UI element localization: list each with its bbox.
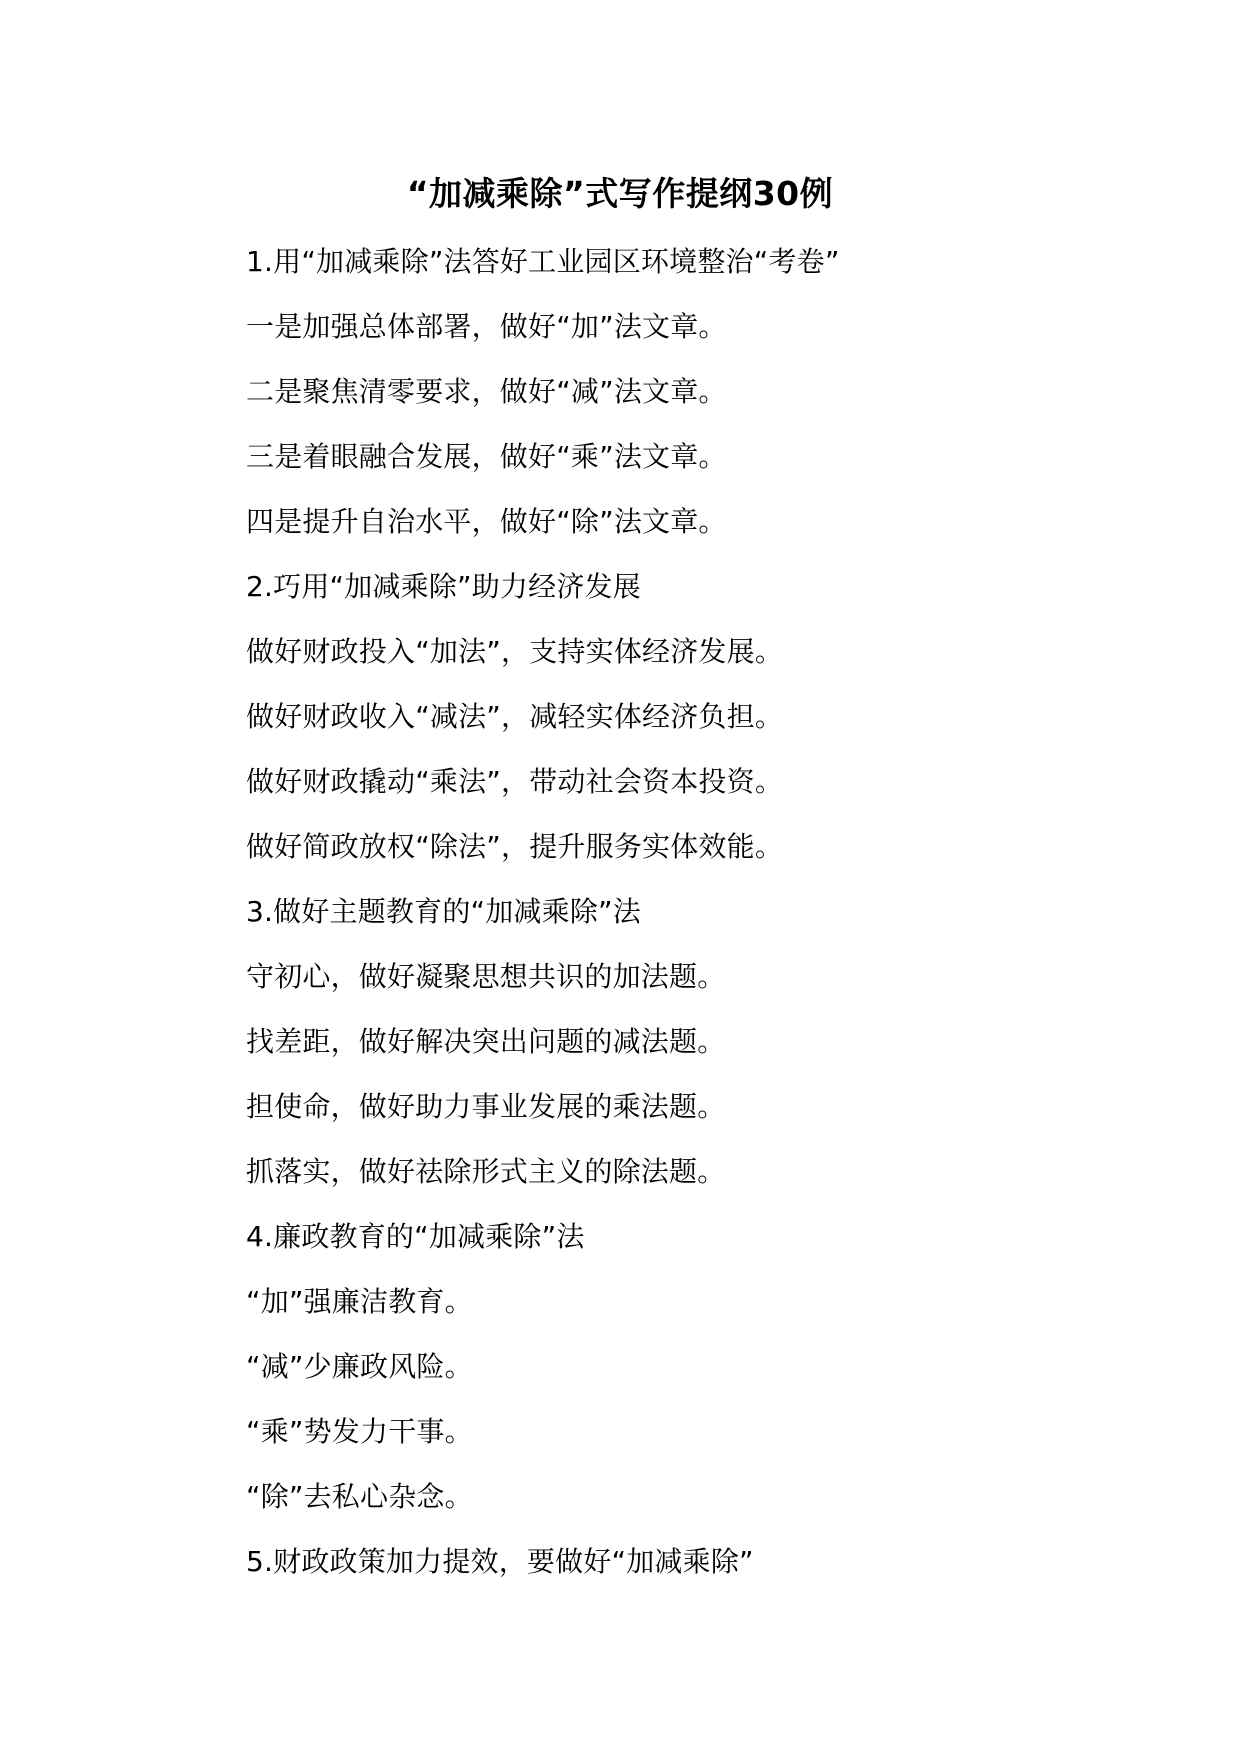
outline-point: 三是着眼融合发展，做好“乘”法文章。 <box>246 440 727 473</box>
outline-point: “减”少廉政风险。 <box>246 1350 473 1383</box>
outline-heading-1: 1.用“加减乘除”法答好工业园区环境整治“考卷” <box>246 245 840 278</box>
outline-heading-3: 3.做好主题教育的“加减乘除”法 <box>246 895 641 928</box>
outline-point: 一是加强总体部署，做好“加”法文章。 <box>246 310 727 343</box>
outline-point: 守初心，做好凝聚思想共识的加法题。 <box>246 960 726 993</box>
outline-point: 抓落实，做好祛除形式主义的除法题。 <box>246 1155 726 1188</box>
outline-point: 做好财政投入“加法”，支持实体经济发展。 <box>246 635 784 668</box>
outline-point: “加”强廉洁教育。 <box>246 1285 473 1318</box>
outline-heading-2: 2.巧用“加减乘除”助力经济发展 <box>246 570 641 603</box>
outline-point: 做好财政撬动“乘法”，带动社会资本投资。 <box>246 765 784 798</box>
outline-point: 担使命，做好助力事业发展的乘法题。 <box>246 1090 726 1123</box>
document-body <box>246 240 1206 1605</box>
outline-point: 四是提升自治水平，做好“除”法文章。 <box>246 505 727 538</box>
outline-point: 做好简政放权“除法”，提升服务实体效能。 <box>246 830 784 863</box>
outline-point: 找差距，做好解决突出问题的减法题。 <box>246 1025 726 1058</box>
outline-point: “除”去私心杂念。 <box>246 1480 473 1513</box>
document-title: “加减乘除”式写作提纲30例 <box>406 174 834 213</box>
outline-point: 做好财政收入“减法”，减轻实体经济负担。 <box>246 700 784 733</box>
outline-heading-5: 5.财政政策加力提效，要做好“加减乘除” <box>246 1545 754 1578</box>
outline-heading-4: 4.廉政教育的“加减乘除”法 <box>246 1220 585 1253</box>
outline-point: 二是聚焦清零要求，做好“减”法文章。 <box>246 375 727 408</box>
outline-point: “乘”势发力干事。 <box>246 1415 473 1448</box>
